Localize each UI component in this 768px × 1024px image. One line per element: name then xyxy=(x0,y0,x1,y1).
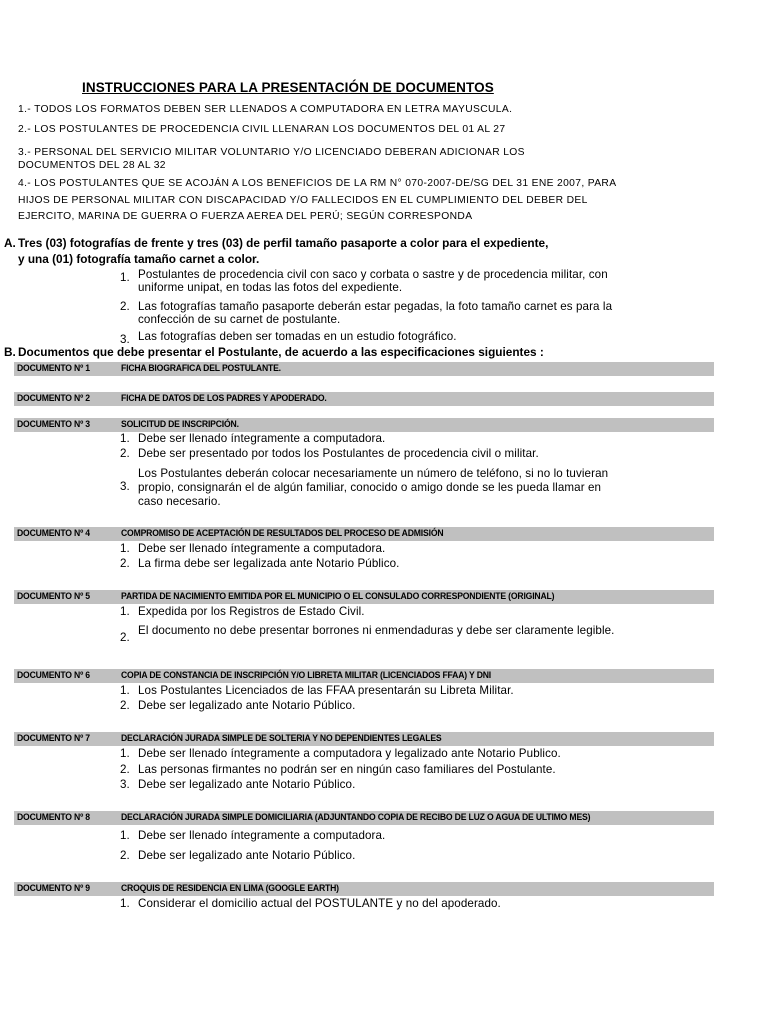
list-text: Las personas firmantes no podrán ser en ningún caso familiares del Postulante. xyxy=(138,763,556,776)
document-title: COPIA DE CONSTANCIA DE INSCRIPCIÓN Y/O LIBRETA MILITAR (LICENCIADOS FFAA) Y DNI xyxy=(121,670,492,681)
document-label: DOCUMENTO Nº 2 xyxy=(17,393,90,404)
section-a-heading-line2: y una (01) fotografía tamaño carnet a color. xyxy=(18,252,260,266)
document-label: DOCUMENTO Nº 3 xyxy=(17,419,90,430)
section-a-heading-line1: Tres (03) fotografías de frente y tres (03) de perfil tamaño pasaporte a color para el expediente, xyxy=(18,236,549,250)
list-text: Considerar el domicilio actual del POSTULANTE y no del apoderado. xyxy=(138,897,501,910)
document-header-2 xyxy=(14,392,714,406)
list-number: 1. xyxy=(120,684,130,697)
document-title: DECLARACIÓN JURADA SIMPLE DOMICILIARIA (ADJUNTANDO COPIA DE RECIBO DE LUZ O AGUA DE ULTIMO MES) xyxy=(121,812,591,823)
page-title: INSTRUCCIONES PARA LA PRESENTACIÓN DE DOCUMENTOS xyxy=(82,80,494,95)
list-number: 3. xyxy=(120,480,130,493)
section-b-heading: Documentos que debe presentar el Postulante, de acuerdo a las especificaciones siguientes : xyxy=(18,345,544,359)
document-header-9 xyxy=(14,882,714,896)
section-b-letter: B. xyxy=(4,345,16,359)
document-header-6 xyxy=(14,669,714,683)
list-text: Debe ser llenado íntegramente a computadora y legalizado ante Notario Publico. xyxy=(138,747,561,760)
list-number: 1. xyxy=(120,747,130,760)
list-text: Debe ser llenado íntegramente a computadora. xyxy=(138,432,386,445)
list-text: El documento no debe presentar borrones ni enmendaduras y debe ser claramente legible. xyxy=(138,624,615,637)
list-number: 3. xyxy=(120,778,130,791)
document-label: DOCUMENTO Nº 8 xyxy=(17,812,90,823)
list-number: 3. xyxy=(120,333,130,346)
document-header-5 xyxy=(14,590,714,604)
document-title: FICHA DE DATOS DE LOS PADRES Y APODERADO. xyxy=(121,393,327,404)
list-number: 1. xyxy=(120,897,130,910)
list-text: Debe ser llenado íntegramente a computadora. xyxy=(138,542,386,555)
list-number: 2. xyxy=(120,763,130,776)
document-label: DOCUMENTO Nº 1 xyxy=(17,363,90,374)
document-header-8 xyxy=(14,811,714,825)
document-header-4 xyxy=(14,527,714,541)
list-number: 2. xyxy=(120,447,130,460)
document-label: DOCUMENTO Nº 9 xyxy=(17,883,90,894)
intro-item-3: 3.- PERSONAL DEL SERVICIO MILITAR VOLUNTARIO Y/O LICENCIADO DEBERAN ADICIONAR LOS DOCUMENTOS DEL 28 AL 32 xyxy=(18,147,525,171)
list-text: Debe ser llenado íntegramente a computadora. xyxy=(138,829,386,842)
intro-item-1: 1.- TODOS LOS FORMATOS DEBEN SER LLENADOS A COMPUTADORA EN LETRA MAYUSCULA. xyxy=(18,104,513,115)
document-label: DOCUMENTO Nº 7 xyxy=(17,733,90,744)
list-number: 2. xyxy=(120,300,130,313)
intro-item-2: 2.- LOS POSTULANTES DE PROCEDENCIA CIVIL LLENARAN LOS DOCUMENTOS DEL 01 AL 27 xyxy=(18,124,506,135)
document-label: DOCUMENTO Nº 4 xyxy=(17,528,90,539)
document-title: DECLARACIÓN JURADA SIMPLE DE SOLTERIA Y NO DEPENDIENTES LEGALES xyxy=(121,733,442,744)
list-number: 1. xyxy=(120,605,130,618)
section-a-letter: A. xyxy=(4,236,16,250)
list-number: 1. xyxy=(120,432,130,445)
list-number: 1. xyxy=(120,542,130,555)
document-title: CROQUIS DE RESIDENCIA EN LIMA (GOOGLE EARTH) xyxy=(121,883,339,894)
list-number: 2. xyxy=(120,631,130,644)
document-title: FICHA BIOGRAFICA DEL POSTULANTE. xyxy=(121,363,281,374)
list-number: 2. xyxy=(120,699,130,712)
intro-item-4: 4.- LOS POSTULANTES QUE SE ACOJÁN A LOS BENEFICIOS DE LA RM N° 070-2007-DE/SG DEL 31 ENE 2007, PARA HIJOS DE PERSONAL MILITAR CON DISCAPACIDAD Y/O FALLECIDOS EN EL CUMPLIMIENTO DEL DEBER DEL EJERCITO, MARINA DE GUERRA O FUERZA AEREA DEL PERÚ; SEGÚN CORRESPONDA xyxy=(18,178,616,222)
list-text: La firma debe ser legalizada ante Notario Público. xyxy=(138,557,400,570)
list-text: Debe ser legalizado ante Notario Público. xyxy=(138,849,356,862)
document-title: PARTIDA DE NACIMIENTO EMITIDA POR EL MUNICIPIO O EL CONSULADO CORRESPONDIENTE (ORIGINAL) xyxy=(121,591,555,602)
list-text: Los Postulantes Licenciados de las FFAA presentarán su Libreta Militar. xyxy=(138,684,514,697)
list-text: Debe ser presentado por todos los Postulantes de procedencia civil o militar. xyxy=(138,447,539,460)
document-header-7 xyxy=(14,732,714,746)
document-title: SOLICITUD DE INSCRIPCIÓN. xyxy=(121,419,239,430)
document-label: DOCUMENTO Nº 6 xyxy=(17,670,90,681)
list-text: Debe ser legalizado ante Notario Público. xyxy=(138,778,356,791)
list-text: Las fotografías deben ser tomadas en un estudio fotográfico. xyxy=(138,330,457,343)
list-text: Postulantes de procedencia civil con saco y corbata o sastre y de procedencia militar, con uniforme unipat, en todas las fotos del expediente. xyxy=(138,268,608,294)
document-title: COMPROMISO DE ACEPTACIÓN DE RESULTADOS DEL PROCESO DE ADMISIÓN xyxy=(121,528,444,539)
list-number: 2. xyxy=(120,557,130,570)
document-header-3 xyxy=(14,418,714,432)
document-header-1 xyxy=(14,362,714,376)
document-label: DOCUMENTO Nº 5 xyxy=(17,591,90,602)
list-number: 1. xyxy=(120,829,130,842)
list-number: 1. xyxy=(120,271,130,284)
list-text: Las fotografías tamaño pasaporte deberán estar pegadas, la foto tamaño carnet es para la confección de su carnet de postulante. xyxy=(138,300,613,326)
list-number: 2. xyxy=(120,849,130,862)
list-text: Expedida por los Registros de Estado Civil. xyxy=(138,605,365,618)
list-text: Los Postulantes deberán colocar necesariamente un número de teléfono, si no lo tuvieran propio, consignarán el de algún familiar, conocido o amigo donde se les pueda llamar en caso necesario. xyxy=(138,467,609,508)
list-text: Debe ser legalizado ante Notario Público. xyxy=(138,699,356,712)
